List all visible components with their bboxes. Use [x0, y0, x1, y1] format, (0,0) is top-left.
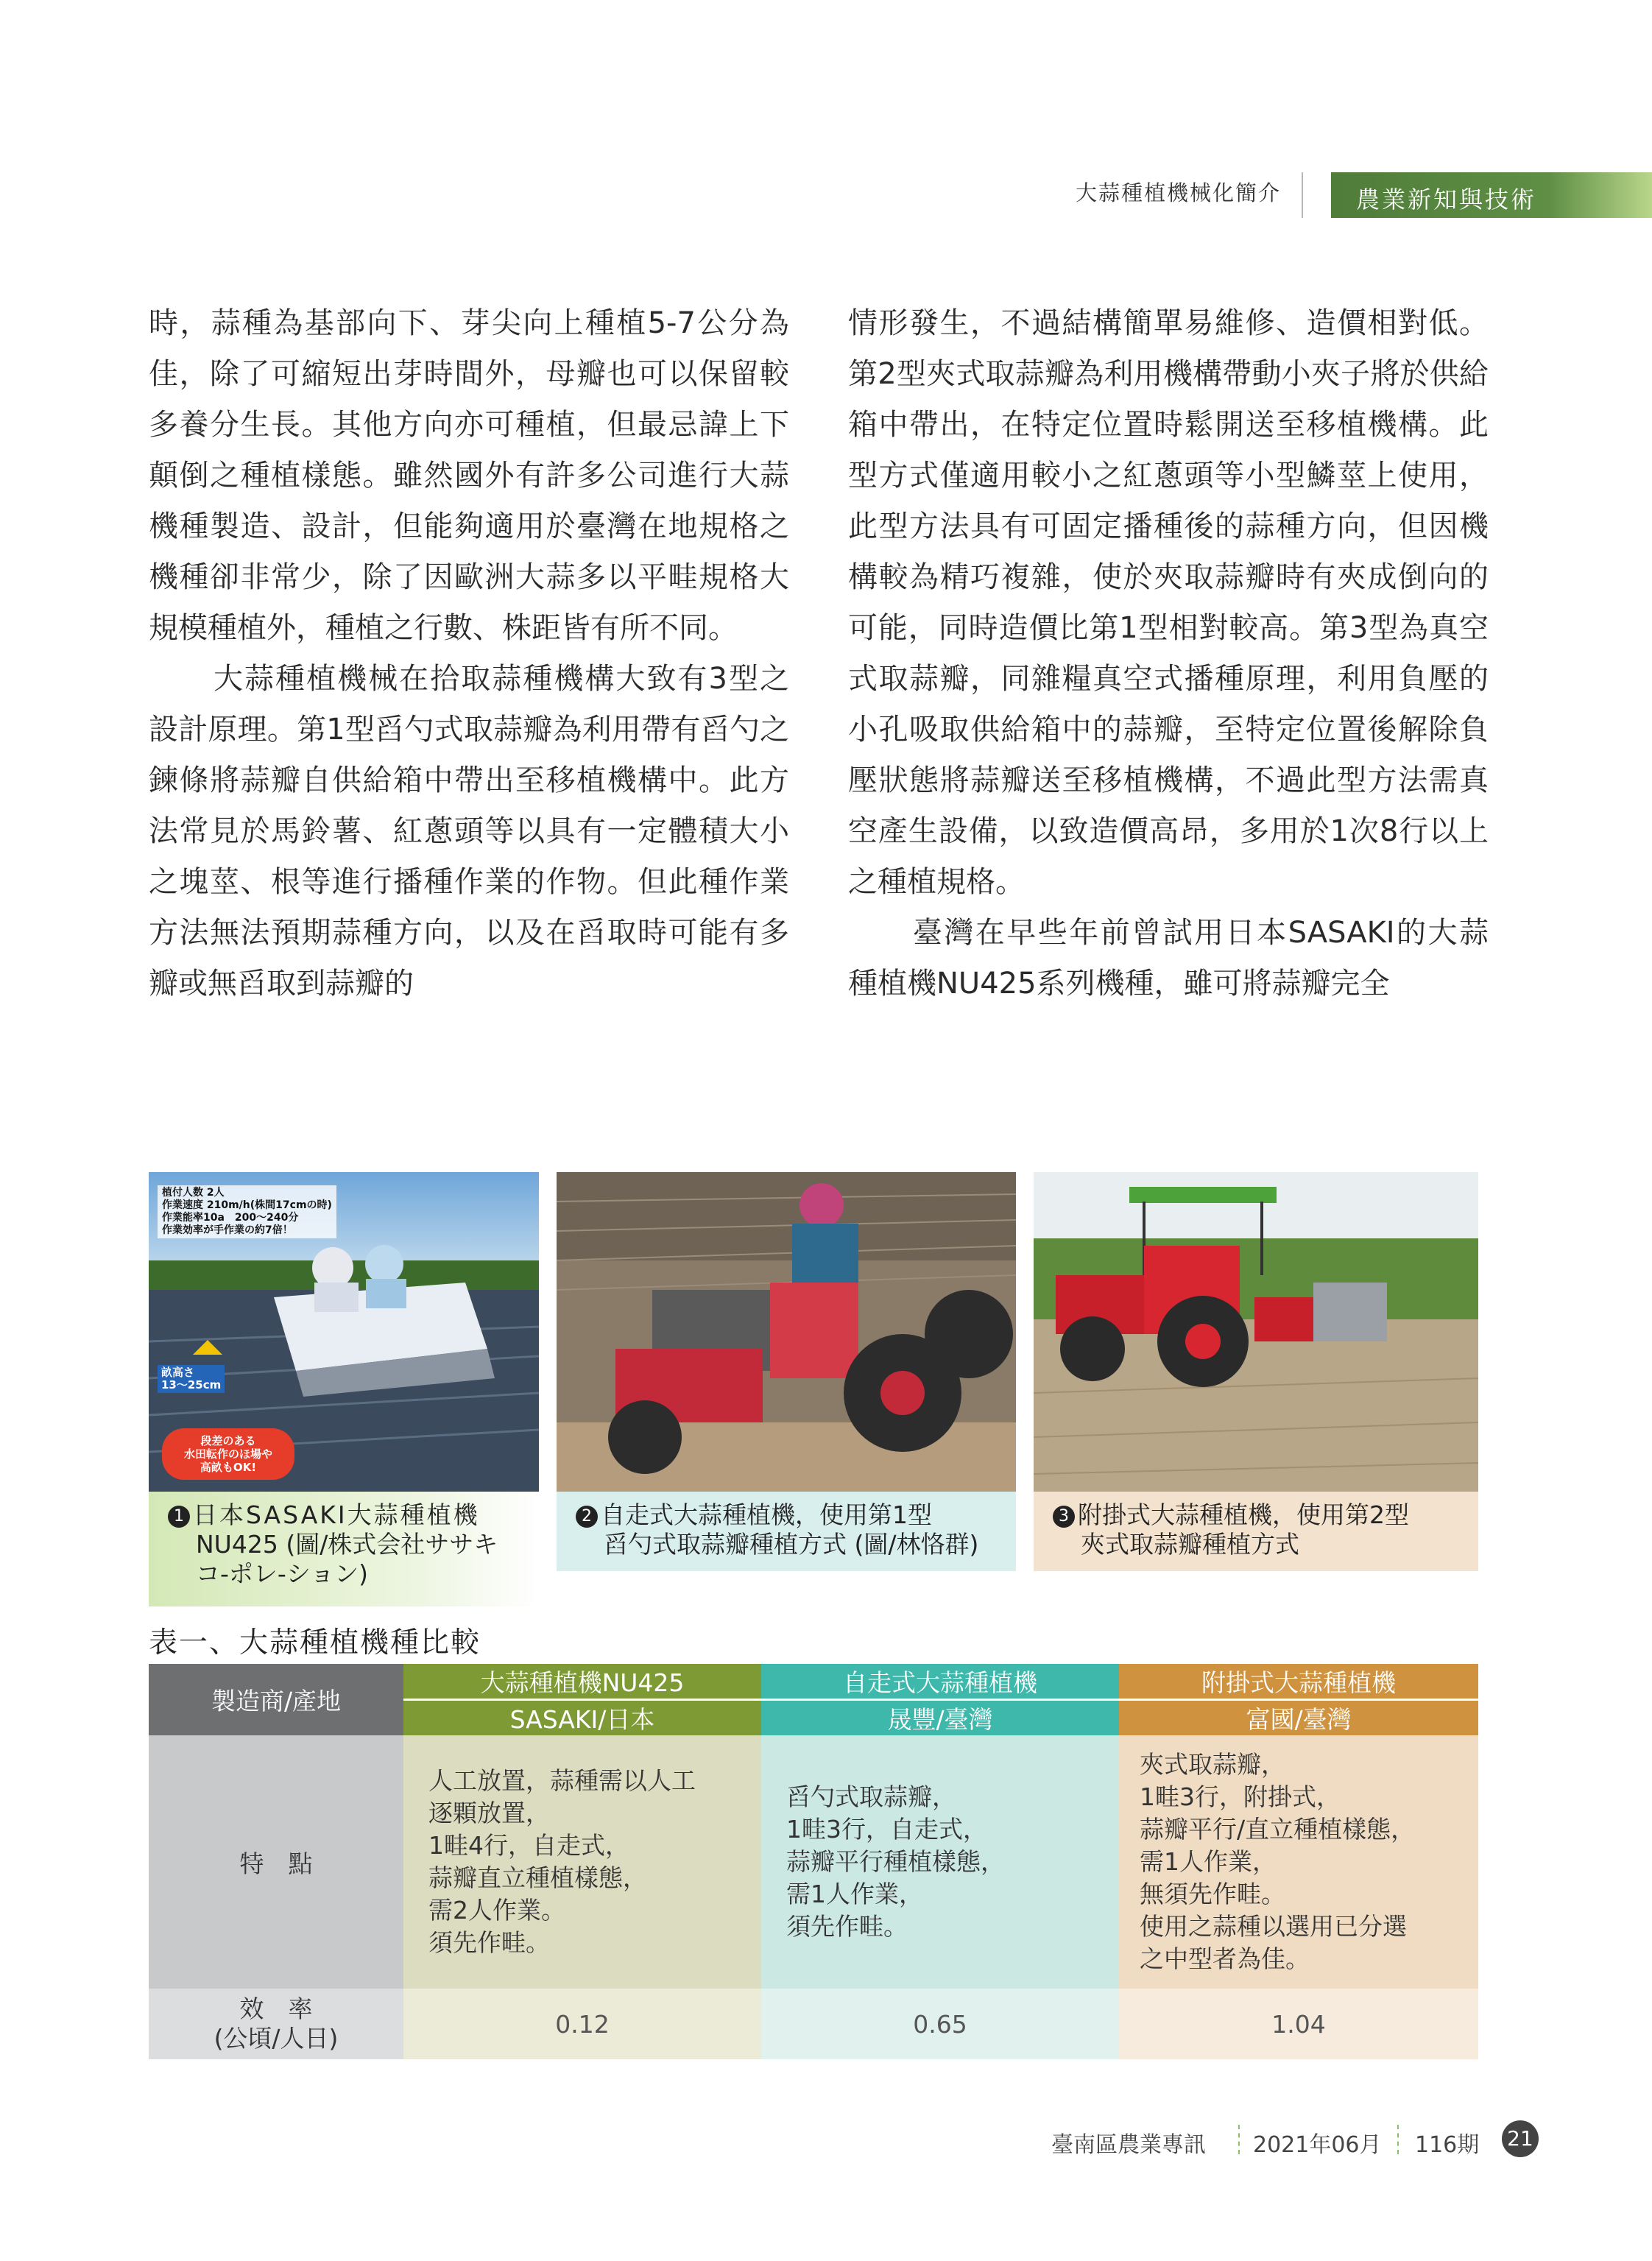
figure-2-photo [557, 1172, 1016, 1492]
figure-3-caption [1034, 1492, 1478, 1571]
efficiency-cell: 0.12 [403, 1989, 761, 2059]
features-cell [761, 1735, 1119, 1989]
table-header-row [149, 1664, 1478, 1700]
left-column [149, 298, 789, 1009]
figure-1-caption [149, 1492, 539, 1606]
figure-3-photo [1034, 1172, 1478, 1492]
feature-line: 蒜瓣平行/直立種植樣態， [1140, 1815, 1416, 1844]
section-label: 農業新知與技術 [1356, 186, 1537, 214]
figure-number-badge: 2 [576, 1506, 598, 1528]
paragraph: 時，蒜種為基部向下、芽尖向上種植5-7公分為佳，除了可縮短出芽時間外，母瓣也可以保留較多養分生長。其他方向亦可種植，但最忌諱上下顛倒之種植樣態。雖然國外有許多公司進行大蒜機種製造、設計，但能夠適用於臺灣在地規格之機種卻非常少，除了因歐洲大蒜多以平畦規格大規模種植外，種植之行數、株距皆有所不同。 [149, 306, 789, 645]
figure-1-photo [149, 1172, 539, 1492]
caption-line: 日本SASAKI大蒜種植機 [193, 1500, 480, 1529]
features-cell [1119, 1735, 1478, 1989]
height-label [158, 1365, 225, 1393]
feature-line: 人工放置，蒜種需以人工 [428, 1766, 696, 1795]
publication-name: 臺南區農業專訊 [1051, 2132, 1206, 2158]
article-title: 大蒜種植機械化簡介 [1075, 180, 1281, 205]
right-column [848, 298, 1489, 1009]
feature-line: 蒜瓣直立種植樣態， [428, 1863, 647, 1892]
feature-line: 需2人作業。 [428, 1896, 565, 1925]
features-cell [403, 1735, 761, 1989]
figure-number-badge: 3 [1053, 1506, 1075, 1528]
footer-divider [1397, 2125, 1399, 2154]
column-header: 附掛式大蒜種植機 [1119, 1664, 1478, 1700]
paragraph: 臺灣在早些年前曾試用日本SASAKI的大蒜種植機NU425系列機種，雖可將蒜瓣完全 [848, 916, 1489, 1001]
figure-2-caption [557, 1492, 1016, 1571]
maker-cell: SASAKI/日本 [403, 1700, 761, 1736]
height-label-line: 13〜25cm [161, 1378, 222, 1391]
row-label-features: 特 點 [149, 1735, 403, 1989]
feature-line: 1畦4行，自走式， [428, 1831, 629, 1860]
paragraph: 情形發生，不過結構簡單易維修、造價相對低。第2型夾式取蒜瓣為利用機構帶動小夾子將於供給箱中帶出，在特定位置時鬆開送至移植機構。此型方式僅適用較小之紅蔥頭等小型鱗莖上使用，此型方法具有可固定播種後的蒜種方向，但因機構較為精巧複雜，使於夾取蒜瓣時有夾成倒向的可能，同時造價比第1型相對較高。第3型為真空式取蒜瓣，同雜糧真空式播種原理，利用負壓的小孔吸取供給箱中的蒜瓣，至特定位置後解除負壓狀態將蒜瓣送至移植機構，不過此型方法需真空產生設備，以致造價高昂，多用於1次8行以上之種植規格。 [848, 306, 1489, 899]
feature-line: 夾式取蒜瓣， [1140, 1750, 1285, 1779]
row-label-efficiency [149, 1989, 403, 2059]
table-efficiency-row [149, 1989, 1478, 2059]
caption-line: 附掛式大蒜種植機，使用第2型 [1078, 1500, 1409, 1529]
paragraph: 大蒜種植機械在拾取蒜種機構大致有3型之設計原理。第1型舀勺式取蒜瓣為利用帶有舀勺之鍊條將蒜瓣自供給箱中帶出至移植機構中。此方法常見於馬鈴薯、紅蔥頭等以具有一定體積大小之塊莖、根等進行播種作業的作物。但此種作業方法無法預期蒜種方向，以及在舀取時可能有多瓣或無舀取到蒜瓣的 [149, 662, 789, 1001]
badge-line: 段差のある [200, 1434, 256, 1447]
row-label-maker: 製造商/產地 [149, 1664, 403, 1735]
feature-line: 需1人作業， [1140, 1847, 1277, 1876]
caption-line: 舀勺式取蒜瓣種植方式 (圖/林恪群) [604, 1530, 979, 1559]
feature-badge [171, 1434, 286, 1474]
header-divider [1302, 172, 1303, 218]
caption-line: コ-ポレ-ション) [196, 1559, 369, 1588]
column-header: 自走式大蒜種植機 [761, 1664, 1119, 1700]
feature-line: 之中型者為佳。 [1140, 1944, 1310, 1973]
feature-line: 使用之蒜種以選用已分選 [1140, 1912, 1407, 1941]
efficiency-cell: 0.65 [761, 1989, 1119, 2059]
spec-overlay [158, 1185, 336, 1238]
comparison-table [149, 1664, 1478, 2059]
maker-cell: 晟豐/臺灣 [761, 1700, 1119, 1736]
feature-line: 逐顆放置， [428, 1799, 550, 1827]
caption-line: NU425 (圖/株式会社ササキ [196, 1530, 498, 1559]
page-number: 21 [1502, 2120, 1539, 2157]
height-label-line: 畝高さ [161, 1366, 195, 1379]
page-footer [1023, 2120, 1539, 2157]
efficiency-label-line: 效 率 [239, 1994, 313, 2023]
efficiency-cell: 1.04 [1119, 1989, 1478, 2059]
table-title: 表一、大蒜種植機種比較 [149, 1626, 481, 1659]
feature-line: 須先作畦。 [786, 1912, 908, 1941]
caption-line: 自走式大蒜種植機，使用第1型 [601, 1500, 932, 1529]
maker-cell: 富國/臺灣 [1119, 1700, 1478, 1736]
table-features-row [149, 1735, 1478, 1989]
efficiency-label-line: (公頃/人日) [213, 2024, 339, 2053]
figure-number-badge: 1 [168, 1506, 190, 1528]
feature-line: 舀勺式取蒜瓣， [786, 1782, 956, 1811]
spec-line: 作業効率が手作業の約7倍！ [162, 1224, 293, 1236]
spec-line: 植付人数 2人 [162, 1187, 225, 1199]
issue-date: 2021年06月 [1253, 2132, 1382, 2158]
feature-line: 1畦3行，附掛式， [1140, 1782, 1341, 1811]
badge-line: 高畝もOK! [200, 1461, 257, 1474]
caption-line: 夾式取蒜瓣種植方式 [1081, 1530, 1299, 1559]
column-header: 大蒜種植機NU425 [403, 1664, 761, 1700]
issue-number: 116期 [1415, 2132, 1480, 2158]
feature-line: 無須先作畦。 [1140, 1880, 1285, 1908]
feature-line: 1畦3行，自走式， [786, 1815, 987, 1844]
spec-line: 作業能率10a 200〜240分 [162, 1212, 299, 1224]
feature-line: 需1人作業， [786, 1880, 923, 1908]
footer-divider [1238, 2125, 1240, 2154]
feature-line: 蒜瓣平行種植樣態， [786, 1847, 1005, 1876]
badge-line: 水田転作のほ場や [183, 1447, 272, 1461]
feature-line: 須先作畦。 [428, 1928, 550, 1957]
section-tab [1331, 172, 1652, 218]
spec-line: 作業速度 210m/h(株間17cmの時) [162, 1199, 332, 1211]
